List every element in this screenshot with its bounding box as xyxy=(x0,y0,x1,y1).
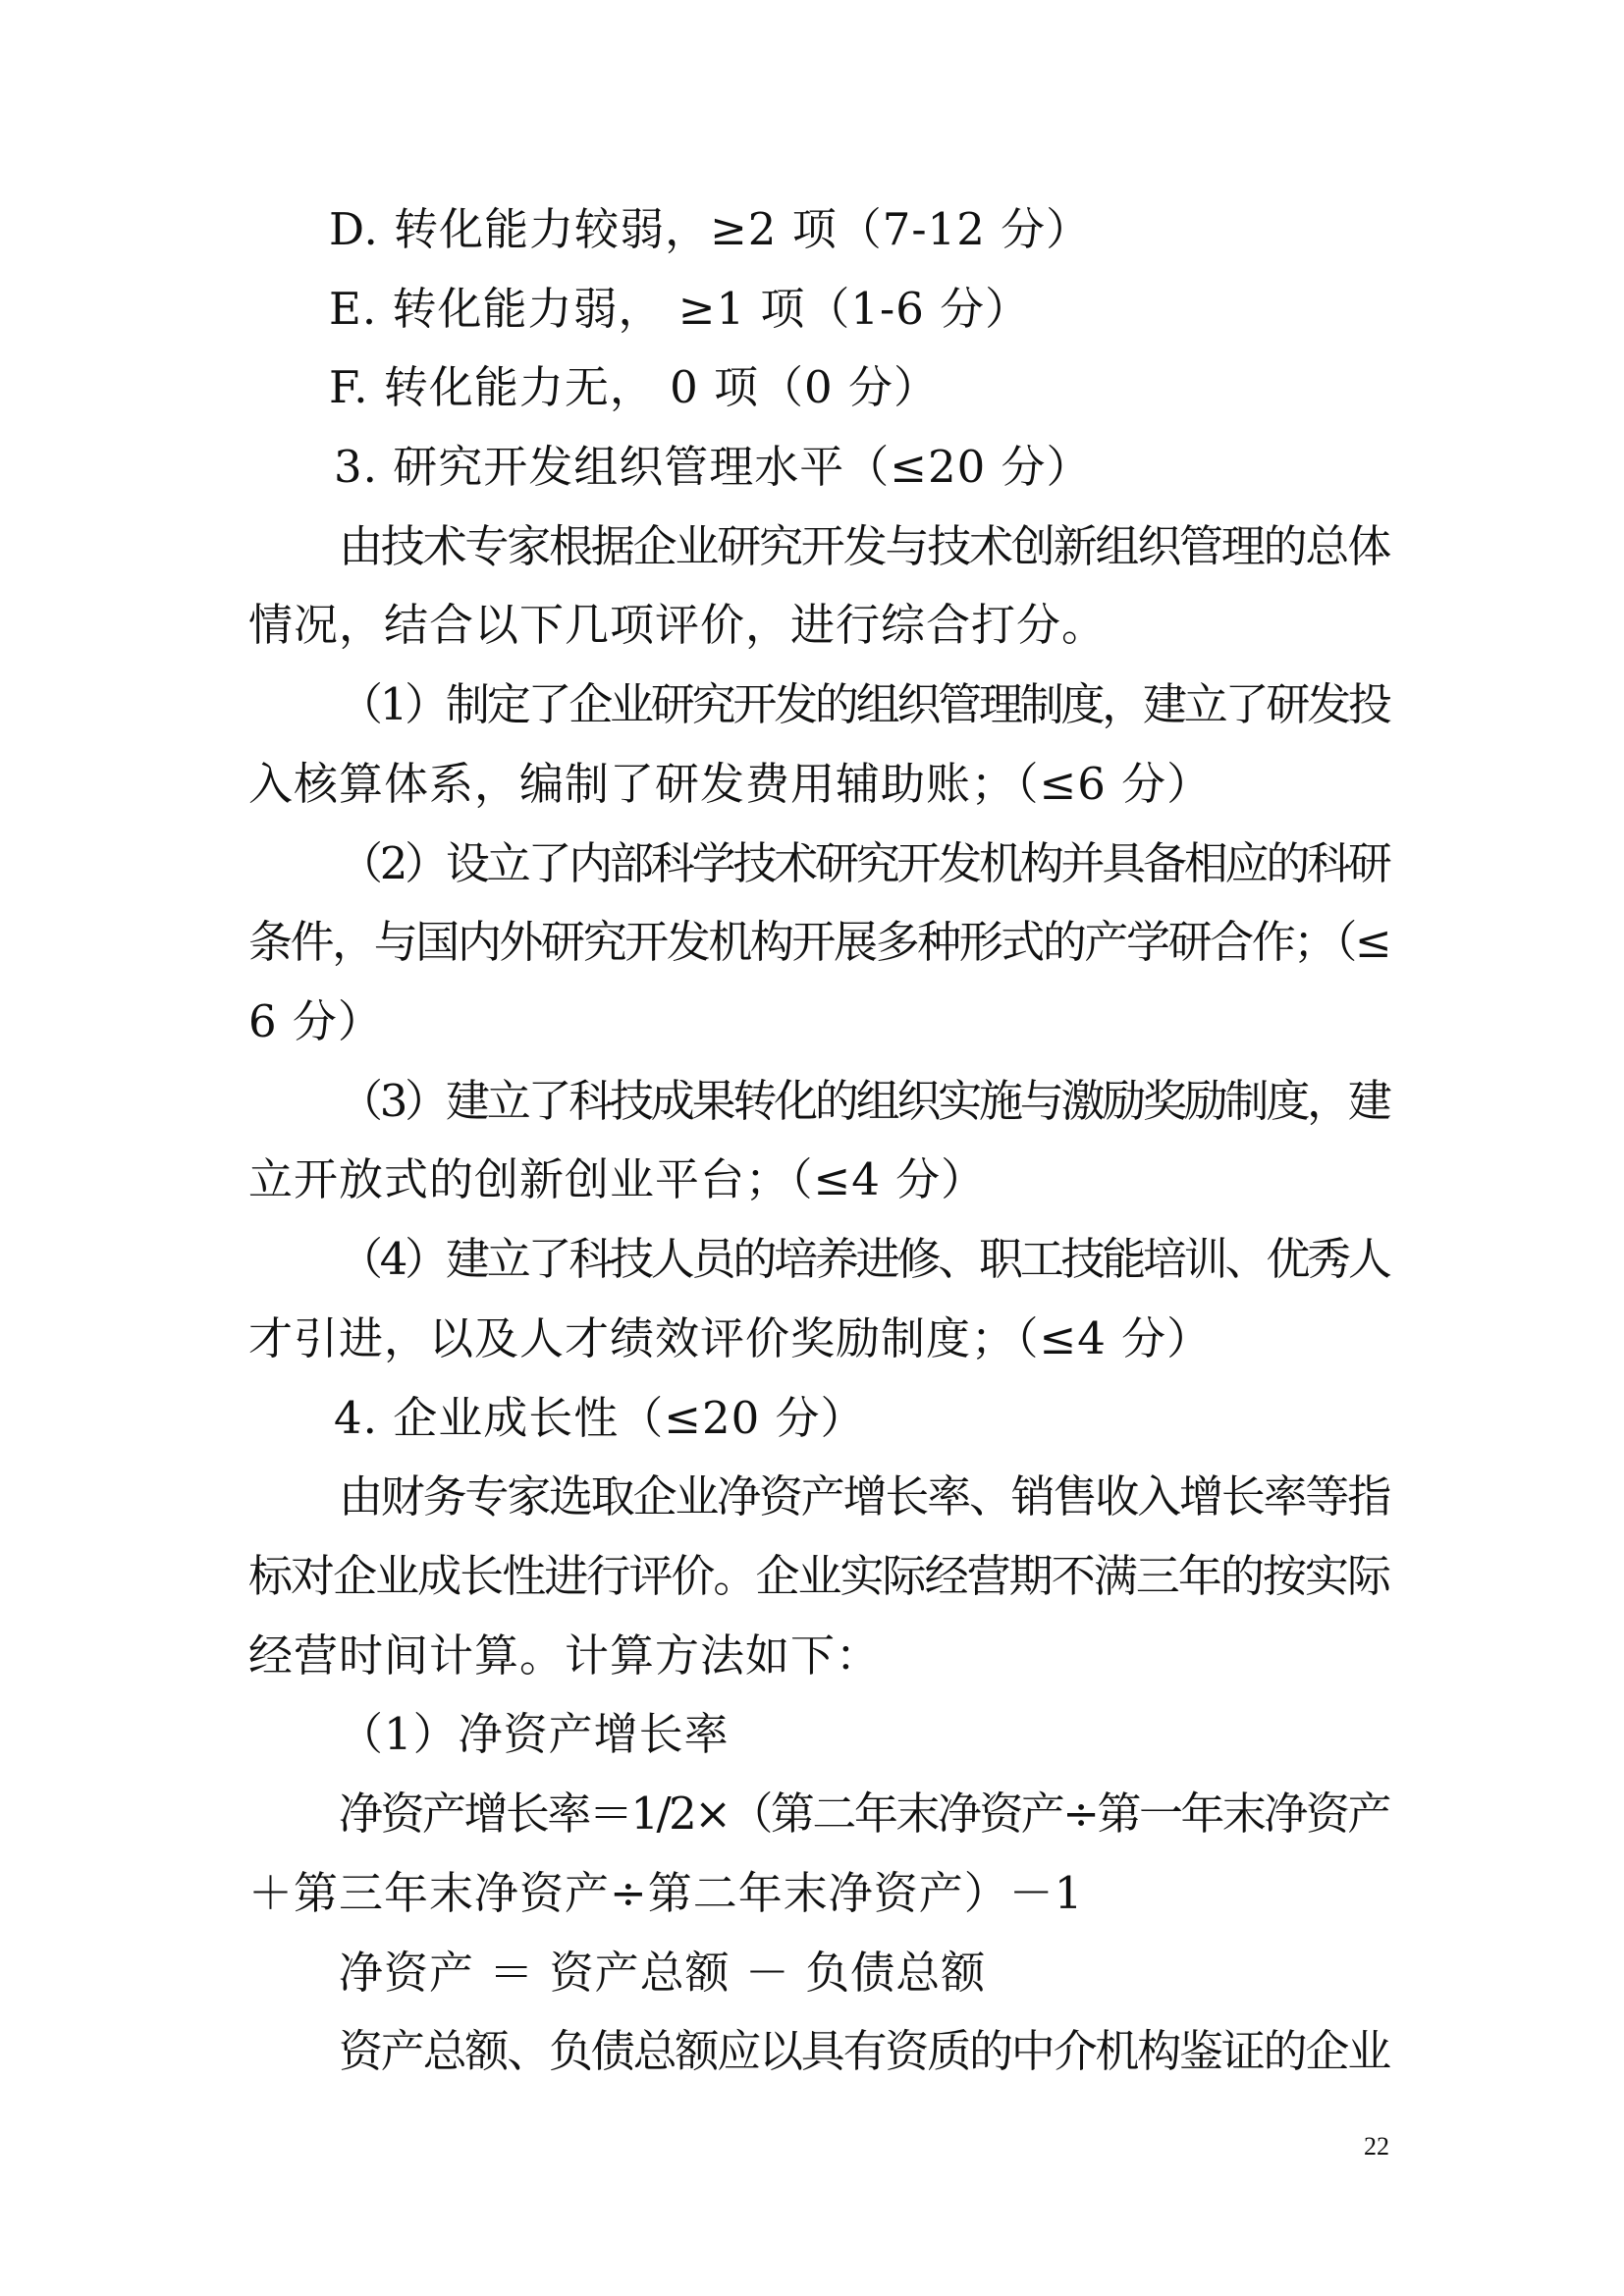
text-line: 6 分） xyxy=(248,995,383,1047)
text-line: 入核算体系，编制了研发费用辅助账；（≤6 分） xyxy=(248,758,1213,810)
text-line: （1）净资产增长率 xyxy=(339,1708,730,1760)
text-line: F. 转化能力无， 0 项（0 分） xyxy=(329,361,939,413)
text-line: （2）设立了内部科学技术研究开发机构并具备相应的科研 xyxy=(339,837,1389,889)
page-number: 22 xyxy=(1364,2132,1389,2161)
text-line: 经营时间计算。计算方法如下： xyxy=(248,1629,882,1682)
text-line: （4）建立了科技人员的培养进修、职工技能培训、优秀人 xyxy=(339,1233,1389,1285)
formula-line: ＋第三年末净资产÷第二年末净资产）－1 xyxy=(248,1867,1084,1919)
text-line: 由财务专家选取企业净资产增长率、销售收入增长率等指 xyxy=(339,1470,1390,1522)
text-line: 标对企业成长性进行评价。企业实际经营期不满三年的按实际 xyxy=(248,1550,1390,1602)
text-line: 由技术专家根据企业研究开发与技术创新组织管理的总体 xyxy=(339,520,1390,572)
text-line: E. 转化能力弱， ≥1 项（1-6 分） xyxy=(329,283,1031,335)
text-line: D. 转化能力较弱，≥2 项（7-12 分） xyxy=(329,203,1092,255)
text-line: 立开放式的创新创业平台；（≤4 分） xyxy=(248,1153,987,1205)
text-line: 资产总额、负债总额应以具有资质的中介机构鉴证的企业 xyxy=(339,2025,1390,2077)
text-line: 才引进，以及人才绩效评价奖励制度；（≤4 分） xyxy=(248,1312,1213,1364)
text-line: （1）制定了企业研究开发的组织管理制度，建立了研发投 xyxy=(339,678,1389,730)
text-line: 条件，与国内外研究开发机构开展多种形式的产学研合作；（≤ xyxy=(248,916,1390,968)
text-line: 情况，结合以下几项评价，进行综合打分。 xyxy=(248,599,1108,651)
text-line: （3）建立了科技成果转化的组织实施与激励奖励制度，建 xyxy=(339,1075,1389,1127)
section-heading: 4. 企业成长性（≤20 分） xyxy=(334,1392,866,1444)
formula-line: 净资产 ＝ 资产总额 － 负债总额 xyxy=(339,1947,987,1999)
formula-line: 净资产增长率＝1/2×（第二年末净资产÷第一年末净资产 xyxy=(339,1788,1389,1840)
section-heading: 3. 研究开发组织管理水平（≤20 分） xyxy=(334,441,1092,493)
